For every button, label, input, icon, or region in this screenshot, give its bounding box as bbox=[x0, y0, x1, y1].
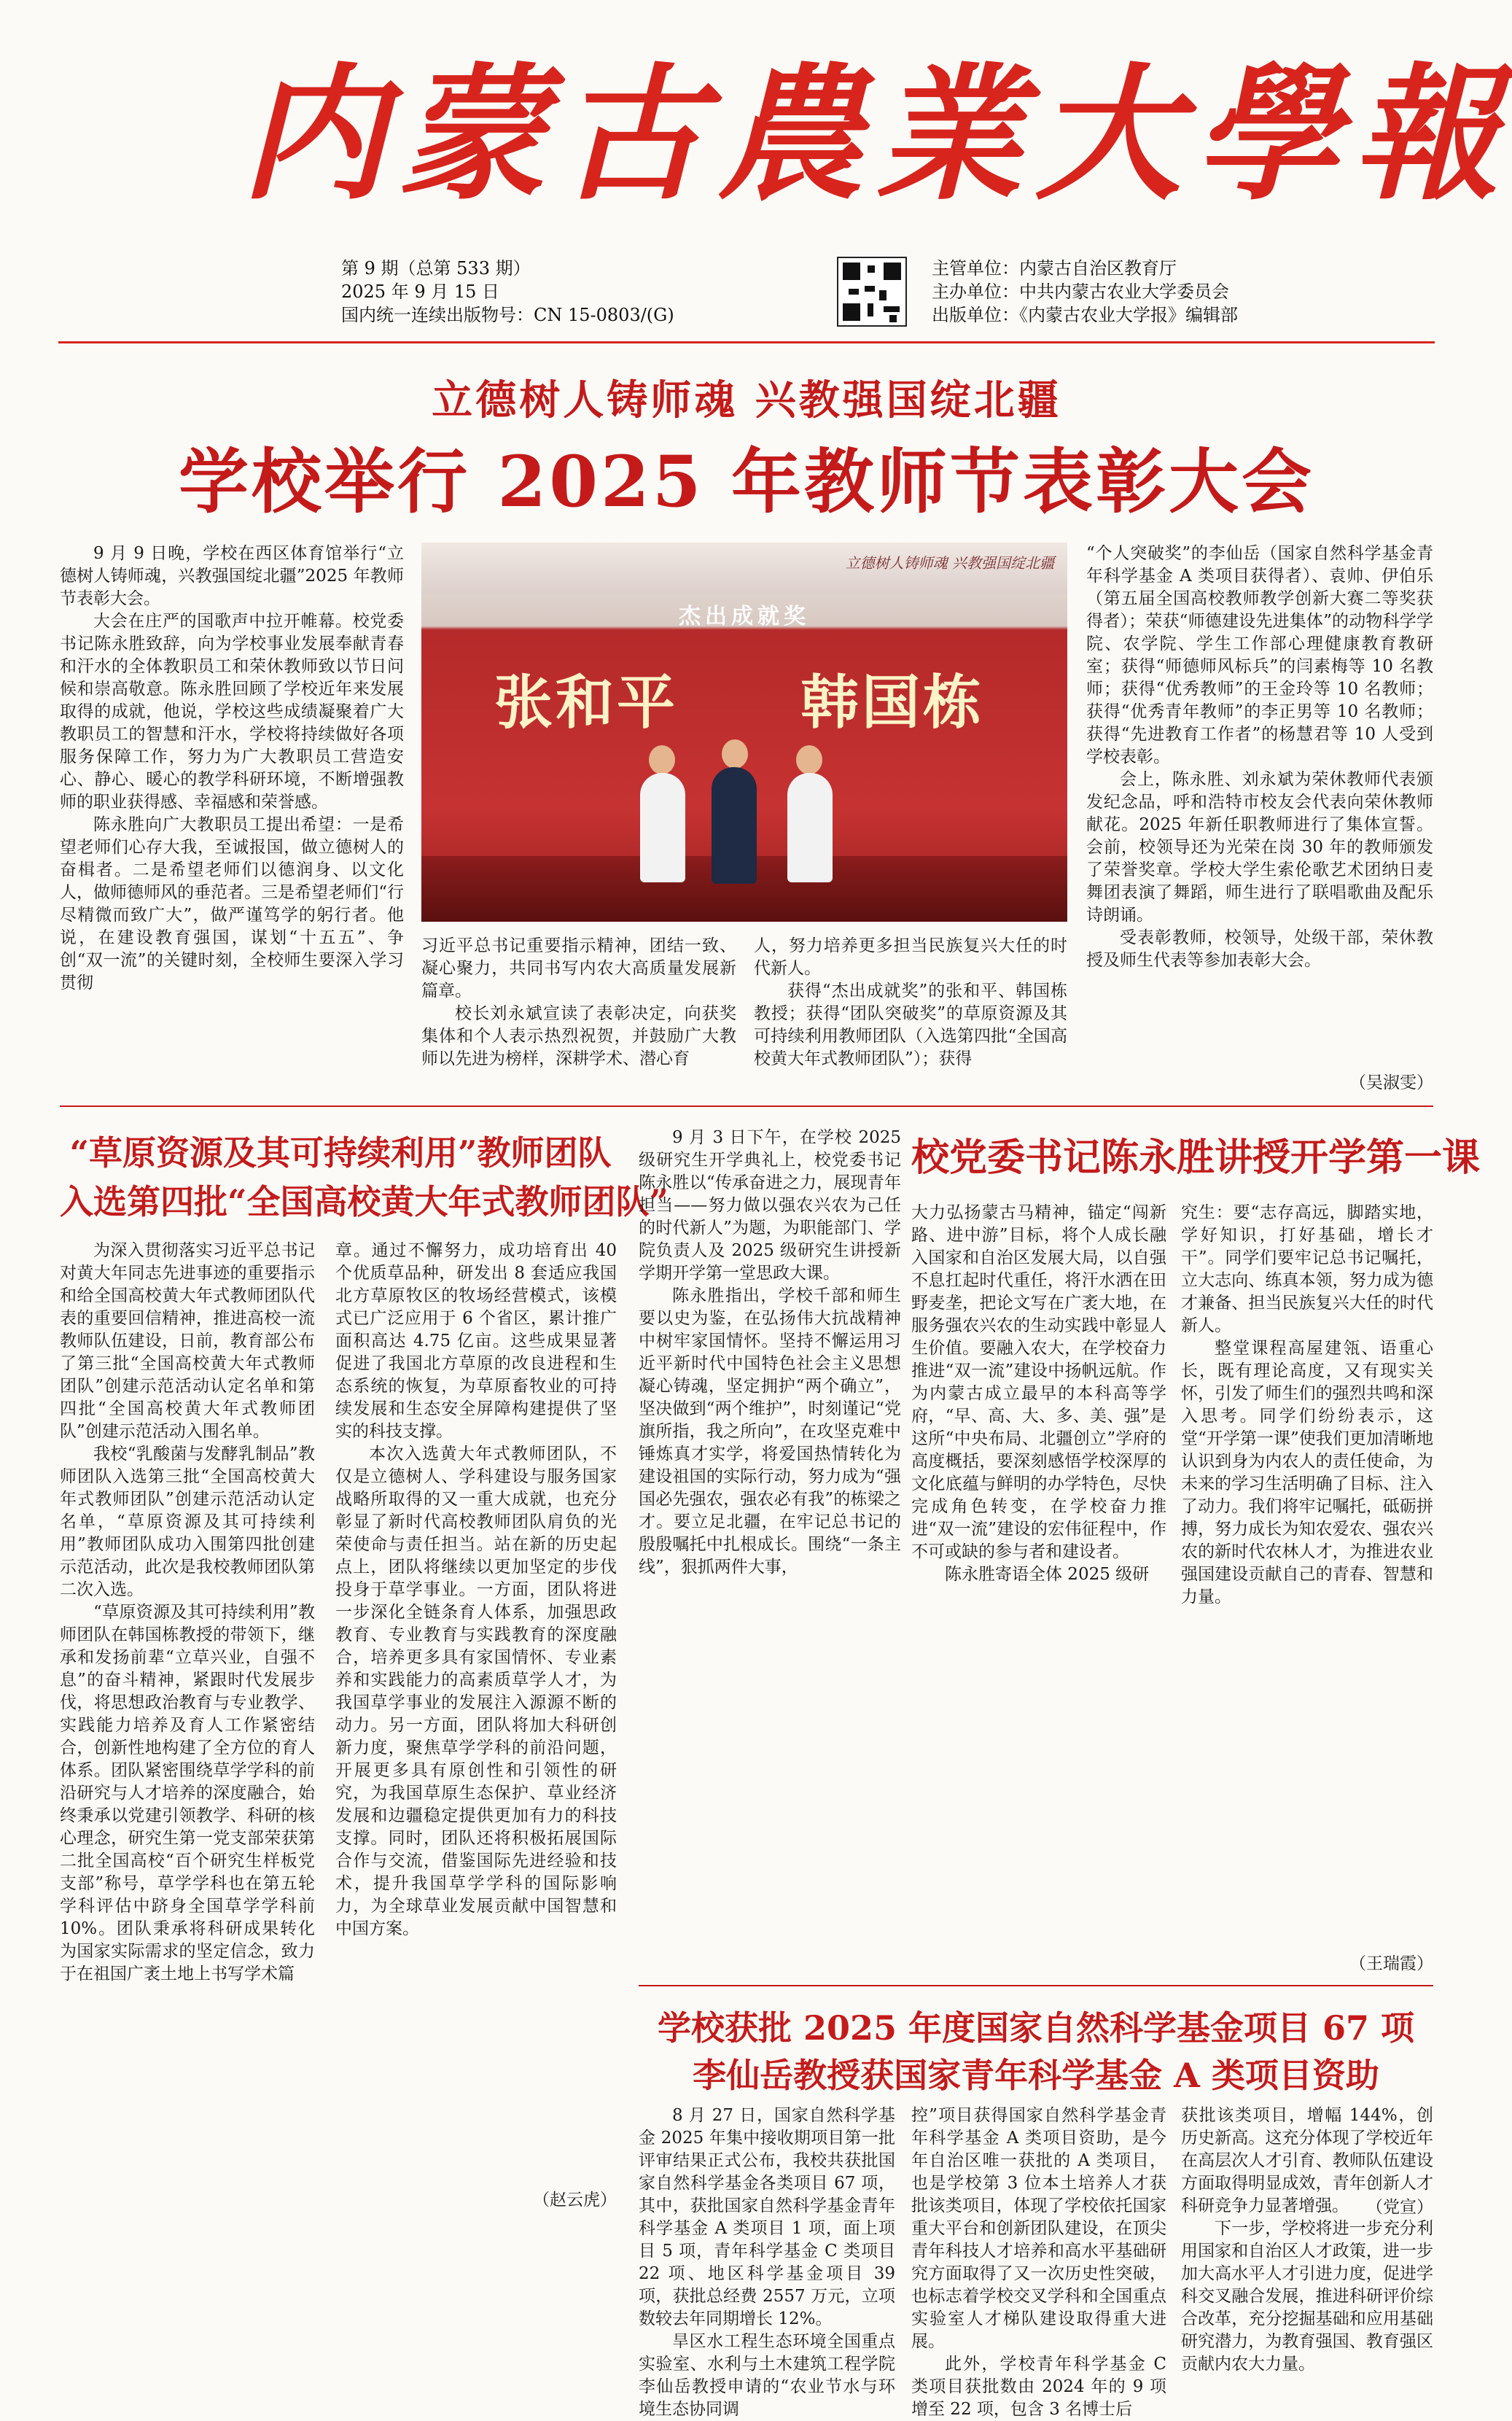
paragraph: 大会在庄严的国歌声中拉开帷幕。校党委书记陈永胜致辞，向为学校事业发展奉献青春和汗水的全体教职员工和荣休教师致以节日问候和崇高敬意。陈永胜回顾了学校近年来发展取得的成就，他说，学校这些成绩凝聚着广大教职员工的智慧和汗水，学校将持续做好各项服务保障工作，努力为广大教职员工营造安心、静心、暖心的教学科研环境，不断增强教师的职业获得感、幸福感和荣誉感。 bbox=[60, 612, 404, 812]
paragraph: 会上，陈永胜、刘永斌为荣休教师代表颁发纪念品，呼和浩特市校友会代表向荣休教师献花。2025 年新任职教师进行了集体宣誓。会前，校领导还为光荣在岗 30 年的教师颁发了荣誉奖章。学校大学生索伦歌艺术团纳日麦舞团表演了舞蹈，师生进行了联唱歌曲及配乐诗朗诵。 bbox=[1086, 770, 1433, 925]
paragraph: 本次入选黄大年式教师团队，不仅是立德树人、学科建设与服务国家战略所取得的又一重大成就，也充分彰显了新时代高校教师团队肩负的光荣使命与责任担当。站在新的历史起点上，团队将继续以更加坚定的步伐投身于草学事业。一方面，团队将进一步深化全链条育人体系，加强思政教育、专业教育与实践教育的深度融合，培养更多具有家国情怀、专业素养和实践能力的高素质草学人才，为我国草学事业的发展注入源源不断的动力。另一方面，团队将加大科研创新力度，聚焦草学学科的前沿问题，开展更多具有原创性和引领性的研究，为我国草原生态保护、草业经济发展和边疆稳定提供更加有力的科技支撑。同时，团队还将积极拓展国际合作与交流，借鉴国际先进经验和技术，提升我国草学学科的国际影响力，为全球草业发展贡献中国智慧和中国方案。 bbox=[335, 1445, 617, 1938]
section-divider bbox=[639, 1985, 1433, 1986]
article4-title-line1: 学校获批 2025 年度国家自然科学基金项目 67 项 bbox=[657, 2008, 1415, 2048]
paragraph: 9 月 9 日晚，学校在西区体育馆举行“立德树人铸师魂，兴教强国绽北疆”2025 年教师节表彰大会。 bbox=[60, 544, 404, 608]
article3-column-3 bbox=[1181, 1202, 1433, 1953]
sponsor-line: 主办单位：中共内蒙古农业大学委员会 bbox=[932, 281, 1229, 302]
issue-number: 第 9 期（总第 533 期） bbox=[341, 258, 531, 279]
photo-award-banner: 杰出成就奖 bbox=[679, 604, 810, 629]
article3-column-1 bbox=[639, 1127, 901, 1980]
article2-signature: （赵云虎） bbox=[533, 2191, 617, 2210]
issue-cn: 国内统一连续出版物号：CN 15-0803/(G) bbox=[341, 305, 674, 325]
sponsor-line: 主管单位：内蒙古自治区教育厅 bbox=[932, 258, 1177, 279]
lead-column-2 bbox=[421, 935, 736, 1098]
photo-name-right: 韩国栋 bbox=[800, 668, 984, 737]
paragraph: 章。通过不懈努力，成功培育出 40 个优质草品种，研发出 8 套适应我国北方草原牧区的牧场经营模式，该模式已广泛应用于 6 个省区，累计推广面积高达 4.75 亿亩。这些成果显著促进了我国北方草原的改良进程和生态系统的恢复，为草原畜牧业的可持续发展和生态安全屏障构建提供了坚实的科技支撑。 bbox=[335, 1241, 617, 1441]
issue-info bbox=[341, 257, 674, 327]
paragraph: 此外，学校青年科学基金 C 类项目获批数由 2024 年的 9 项增至 22 项，包含 3 名博士后 bbox=[911, 2355, 1166, 2419]
paragraph: 获得“杰出成就奖”的张和平、韩国栋教授；获得“团队突破奖”的草原资源及其可持续利用教师团队（入选第四批“全国高校黄大年式教师团队”）；获得 bbox=[754, 982, 1067, 1068]
article3-column-2 bbox=[911, 1202, 1166, 1982]
sponsor-line: 出版单位：《内蒙古农业大学报》编辑部 bbox=[932, 305, 1238, 325]
photo-name-left: 张和平 bbox=[494, 668, 678, 737]
paragraph: 整堂课程高屋建瓴、语重心长，既有理论高度，又有现实关怀，引发了师生们的强烈共鸣和深入思考。同学们纷纷表示，这堂“开学第一课”使我们更加清晰地认识到身为内农人的责任使命，为未来的学习生活明确了目标、注入了动力。我们将牢记嘱托，砥砺拼搏，努力成长为知农爱农、强农兴农的新时代农林人才，为推进农业强国建设贡献自己的青春、智慧和力量。 bbox=[1181, 1339, 1433, 1606]
paragraph: 为深入贯彻落实习近平总书记对黄大年同志先进事迹的重要指示和给全国高校黄大年式教师团队代表的重要回信精神，推进高校一流教师队伍建设，日前，教育部公布了第三批“全国高校黄大年式教师团队”创建示范活动认定名单和第四批“全国高校黄大年式教师团队”创建示范活动入围名单。 bbox=[60, 1241, 315, 1441]
article4-signature: （党宣） bbox=[1366, 2198, 1433, 2217]
paragraph: 校长刘永斌宣读了表彰决定，向获奖集体和个人表示热烈祝贺，并鼓励广大教师以先进为榜样，深耕学术、潜心育 bbox=[421, 1004, 736, 1068]
article3-signature: （王瑞霞） bbox=[1349, 1954, 1433, 1973]
paragraph: 受表彰教师，校领导，处级干部，荣休教授及师生代表等参加表彰大会。 bbox=[1086, 928, 1433, 970]
article2-title-line2: 入选第四批“全国高校黄大年式教师团队” bbox=[60, 1182, 669, 1221]
issue-date: 2025 年 9 月 15 日 bbox=[341, 281, 500, 302]
award-photo bbox=[421, 543, 1067, 922]
paragraph: 究生：要“志存高远，脚踏实地，学好知识，打好基础，增长才干”。同学们要牢记总书记嘱托，立大志向、练真本领，努力成为德才兼备、担当民族复兴大任的时代新人。 bbox=[1181, 1203, 1433, 1335]
paragraph: 陈永胜寄语全体 2025 级研 bbox=[945, 1565, 1150, 1584]
article2-title-line1: “草原资源及其可持续利用”教师团队 bbox=[69, 1133, 612, 1173]
qr-code-icon bbox=[837, 257, 907, 327]
sponsor-info bbox=[932, 257, 1238, 327]
paragraph: 我校“乳酸菌与发酵乳制品”教师团队入选第三批“全国高校黄大年式教师团队”创建示范活动认定名单，“草原资源及其可持续利用”教师团队成功入围第四批创建示范活动，此次是我校教师团队第二次入选。 bbox=[60, 1445, 315, 1599]
article3-title: 校党委书记陈永胜讲授开学第一课 bbox=[911, 1135, 1481, 1180]
lead-signature: （吴淑雯） bbox=[1349, 1073, 1433, 1092]
article4-title-line2: 李仙岳教授获国家青年科学基金 A 类项目资助 bbox=[693, 2056, 1379, 2095]
paragraph: 陈永胜向广大教职员工提出希望：一是希望老师们心存大我，至诚报国，做立德树人的奋楫者。二是希望老师们以德润身、以文化人，做师德师风的垂范者。三是希望老师们“行尽精微而致广大”，做严谨笃学的躬行者。他说，在建设教育强国，谋划“十五五”、争创“双一流”的关键时刻，全校师生要深入学习贯彻 bbox=[60, 815, 404, 992]
masthead-divider bbox=[58, 341, 1435, 343]
photo-corner-text: 立德树人铸师魂 兴教强国绽北疆 bbox=[845, 554, 1054, 572]
newspaper-masthead: 内蒙古農業大學報 bbox=[241, 49, 1512, 220]
paragraph: 大力弘扬蒙古马精神，锚定“闯新路、进中游”目标，将个人成长融入国家和自治区发展大局，以自强不息扛起时代重任，将汗水洒在田野麦垄，把论文写在广袤大地，在服务强农兴农的生动实践中彰显人生价值。要融入农大，在学校奋力推进“双一流”建设中扬帆远航。作为内蒙古成立最早的本科高等学府，“早、高、大、多、美、强”是这所“中央布局、北疆创立”学府的高度概括，要深刻感悟学校深厚的文化底蕴与鲜明的办学特色，尽快完成角色转变，在学校奋力推进“双一流”建设的宏伟征程中，作不可或缺的参与者和建设者。 bbox=[911, 1203, 1166, 1561]
paragraph: 旱区水工程生态环境全国重点实验室、水利与土木建筑工程学院李仙岳教授申请的“农业节水与环境生态协同调 bbox=[639, 2332, 895, 2419]
paragraph: “个人突破奖”的李仙岳（国家自然科学基金青年科学基金 A 类项目获得者）、袁帅、伊伯乐（第五届全国高校教师教学创新大赛二等奖获得者）；荣获“师德建设先进集体”的动物科学学院、农学院、学生工作部心理健康教育教研室；获得“师德师风标兵”的闫素梅等 10 名教师；获得“优秀教师”的王金玲等 10 名教师；获得“优秀青年教师”的李正男等 10 名教师；获得“先进教育工作者”的杨慧君等 10 人受到学校表彰。 bbox=[1086, 544, 1433, 766]
lead-column-1 bbox=[60, 543, 404, 1097]
paragraph: 陈永胜指出，学校千部和师生要以史为鉴，在弘扬伟大抗战精神中树牢家国情怀。坚持不懈运用习近平新时代中国特色社会主义思想凝心铸魂，坚定拥护“两个确立”，坚决做到“两个维护”，时刻谨记“党旗所指，我之所向”，在攻坚克难中锤炼真才实学，将爱国热情转化为建设祖国的实际行动，努力成为“强国必先强农，强农必有我”的栋梁之才。要立足北疆，在牢记总书记的殷殷嘱托中扎根成长。围绕“一条主线”，狠抓两件大事， bbox=[639, 1286, 901, 1577]
paragraph: 控”项目获得国家自然科学基金青年科学基金 A 类项目资助，是今年自治区唯一获批的 A 类项目，也是学校第 3 位本土培养人才获批该类项目，体现了学校依托国家重大平台和创新团队建设，在顶尖青年科技人才培养和高水平基础研究方面取得了又一次历史性突破，也标志着学校交叉学科和全国重点实验室人才梯队建设取得重大进展。 bbox=[911, 2106, 1166, 2351]
paragraph: “草原资源及其可持续利用”教师团队在韩国栋教授的带领下，继承和发扬前辈“立草兴业，自强不息”的奋斗精神，紧跟时代发展步伐，将思想政治教育与专业教学、实践能力培养及育人工作紧密结合，创新性地构建了全方位的育人体系。团队紧密围绕草学学科的前沿研究与人才培养的深度融合，始终秉承以党建引领教学、科研的核心理念，研究生第一党支部荣获第二批全国高校“百个研究生样板党支部”称号，草学学科也在第五轮学科评估中跻身全国草学学科前 10%。团队秉承将科研成果转化为国家实际需求的坚定信念，致力于在祖国广袤土地上书写学术篇 bbox=[60, 1603, 315, 1983]
paragraph: 9 月 3 日下午，在学校 2025 级研究生开学典礼上，校党委书记陈永胜以“传承奋进之力，展现青年担当——努力做以强农兴农为己任的时代新人”为题，为职能部门、学院负责人及 2025 级研究生讲授新学期开学第一堂思政大课。 bbox=[639, 1128, 901, 1283]
article4-column-2 bbox=[911, 2105, 1166, 2419]
lead-subtitle: 立德树人铸师魂 兴教强国绽北疆 bbox=[432, 376, 1061, 424]
lead-column-3 bbox=[754, 935, 1067, 1098]
paragraph: 人，努力培养更多担当民族复兴大任的时代新人。 bbox=[754, 936, 1067, 978]
lead-column-4 bbox=[1086, 543, 1433, 1069]
article4-column-1 bbox=[639, 2105, 895, 2419]
section-divider bbox=[60, 1105, 1433, 1107]
article2-column-1 bbox=[60, 1240, 315, 2217]
paragraph: 8 月 27 日，国家自然科学基金 2025 年集中接收期项目第一批评审结果正式公布，我校共获批国家自然科学基金各类项目 67 项，其中，获批国家自然科学基金青年科学基金 A 类项目 1 项，面上项目 5 项，青年科学基金 C 类项目 22 项、地区科学基金项目 39 项，获批总经费 2557 万元，立项数较去年同期增长 12%。 bbox=[639, 2106, 895, 2328]
paragraph: 下一步，学校将进一步充分利用国家和自治区人才政策，进一步加大高水平人才引进力度，促进学科交叉融合发展，推进科研评价综合改革，充分挖掘基础和应用基础研究潜力，为教育强国、教育强区贡献内农大力量。 bbox=[1181, 2219, 1433, 2374]
article2-column-2 bbox=[335, 1240, 617, 2188]
paragraph: 获批该类项目，增幅 144%，创历史新高。这充分体现了学校近年在高层次人才引育、教师队伍建设方面取得明显成效，青年创新人才科研竞争力显著增强。 bbox=[1181, 2106, 1433, 2215]
paragraph: 习近平总书记重要指示精神，团结一致、凝心聚力，共同书写内农大高质量发展新篇章。 bbox=[421, 936, 736, 1000]
lead-title: 学校举行 2025 年教师节表彰大会 bbox=[178, 440, 1315, 523]
